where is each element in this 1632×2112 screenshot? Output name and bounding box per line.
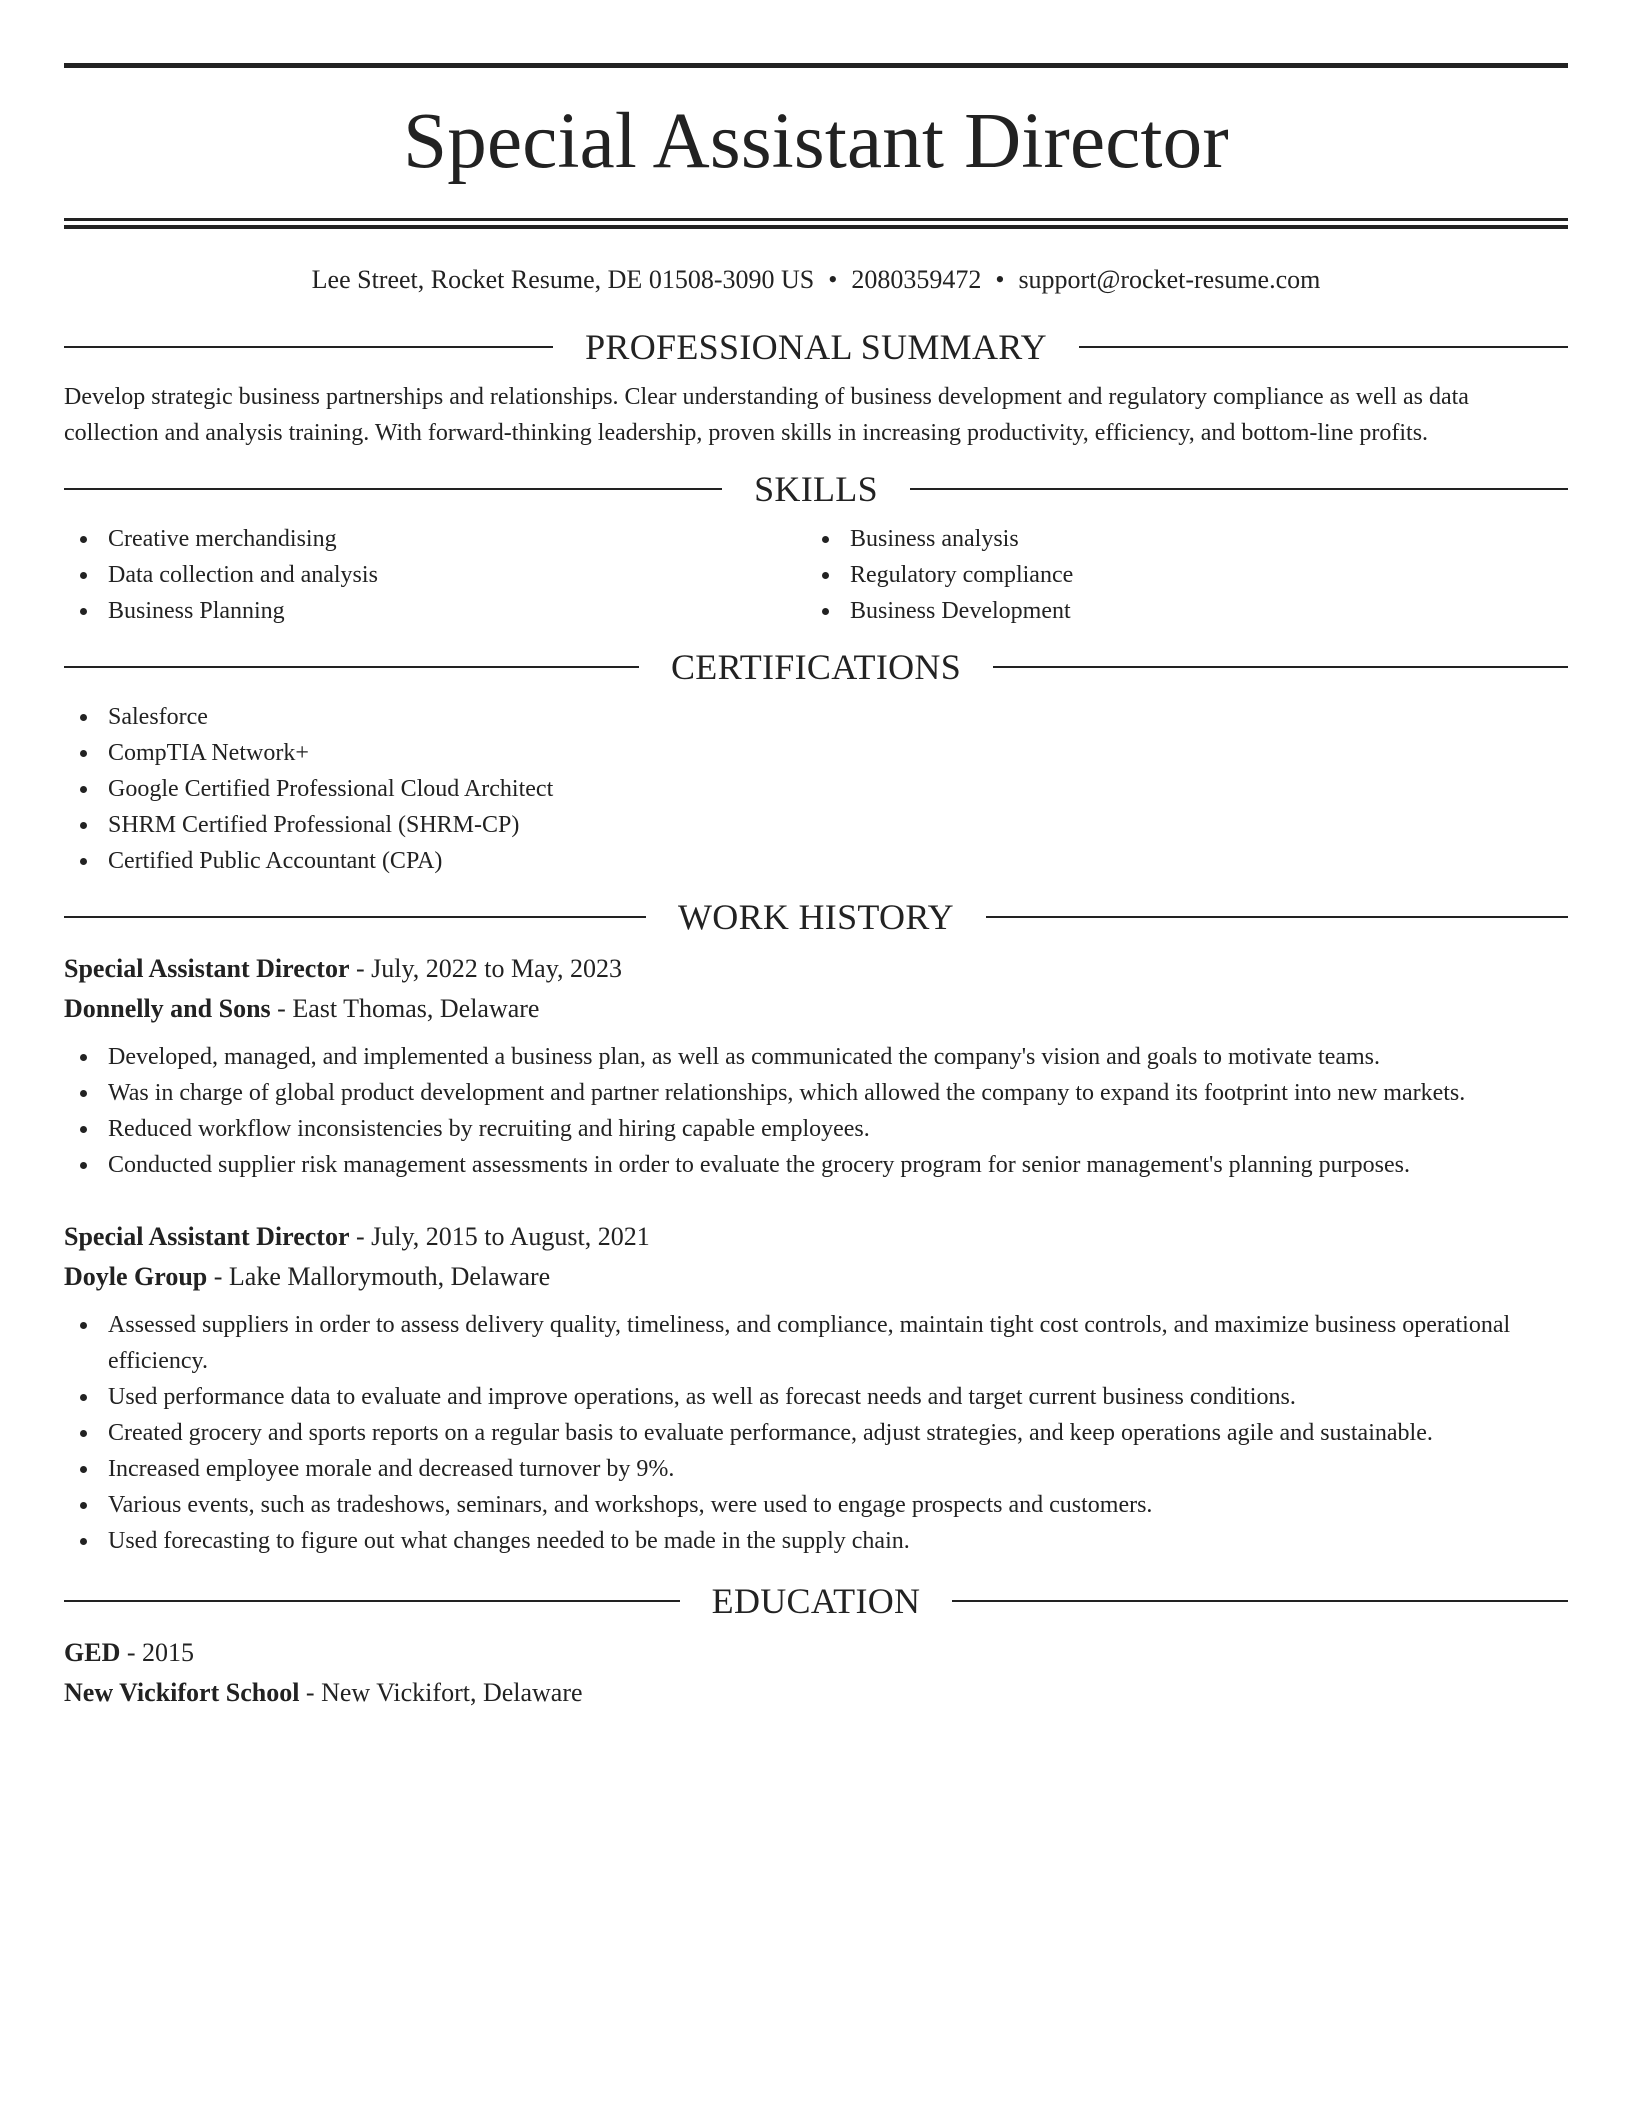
certifications-list: [64, 699, 1568, 879]
education-degree-line: [64, 1633, 1568, 1673]
contact-line: [64, 263, 1568, 297]
job-bullet: Reduced workflow inconsistencies by recruiting and hiring capable employees.: [64, 1111, 1568, 1147]
skills-list: [64, 521, 1568, 629]
job-bullet: Created grocery and sports reports on a regular basis to evaluate performance, adjust strategies, and keep operations agile and sustainable.: [64, 1415, 1568, 1451]
job-title: Special Assistant Director: [64, 1222, 350, 1251]
education-entry: [64, 1633, 1568, 1713]
job-bullet: Developed, managed, and implemented a business plan, as well as communicated the company's vision and goals to motivate teams.: [64, 1039, 1568, 1075]
summary-text: Develop strategic business partnerships and relationships. Clear understanding of business development and regulatory compliance as well as data collection and analysis training. With forward-thinking leadership, proven skills in increasing productivity, efficiency, and bottom-line profits.: [64, 384, 1469, 446]
job-bullets: [64, 1039, 1568, 1183]
education-school: New Vickifort School: [64, 1678, 300, 1707]
job-bullet: Assessed suppliers in order to assess delivery quality, timeliness, and compliance, maintain tight cost controls, and maximize business operational efficiency.: [64, 1307, 1568, 1379]
job-bullet: Increased employee morale and decreased turnover by 9%.: [64, 1451, 1568, 1487]
section-header-certifications: [64, 645, 1568, 689]
contact-address: Lee Street, Rocket Resume, DE 01508-3090 US: [311, 265, 815, 294]
section-title-work-history: WORK HISTORY: [678, 897, 954, 937]
section-header-education: [64, 1579, 1568, 1623]
divider-line: [993, 666, 1568, 668]
divider-line: [64, 916, 646, 918]
job-company-line: [64, 989, 1568, 1029]
divider-line: [1079, 346, 1568, 348]
job-bullets: [64, 1307, 1568, 1559]
education-location: - New Vickifort, Delaware: [299, 1678, 583, 1707]
divider-line: [952, 1600, 1568, 1602]
divider-line: [64, 1600, 680, 1602]
contact-separator: •: [828, 265, 838, 294]
job-location: - Lake Mallorymouth, Delaware: [207, 1262, 551, 1291]
divider-line: [64, 488, 722, 490]
contact-phone: 2080359472: [851, 265, 982, 294]
section-header-skills: [64, 467, 1568, 511]
job-company-line: [64, 1257, 1568, 1297]
job-bullet: Used performance data to evaluate and improve operations, as well as forecast needs and target current business conditions.: [64, 1379, 1568, 1415]
contact-email: support@rocket-resume.com: [1018, 265, 1321, 294]
section-header-summary: [64, 325, 1568, 369]
job-location: - East Thomas, Delaware: [270, 994, 540, 1023]
top-rule: [64, 63, 1568, 68]
education-school-line: [64, 1673, 1568, 1713]
job-entry: [64, 1217, 1568, 1559]
job-title: Special Assistant Director: [64, 954, 350, 983]
section-title-summary: PROFESSIONAL SUMMARY: [585, 327, 1047, 367]
certification-item: Salesforce: [64, 699, 1568, 735]
section-title-skills: SKILLS: [754, 469, 878, 509]
divider-line: [64, 666, 639, 668]
skill-item: Data collection and analysis: [64, 557, 806, 593]
job-entry: [64, 949, 1568, 1183]
certification-item: CompTIA Network+: [64, 735, 1568, 771]
skill-item: Creative merchandising: [64, 521, 806, 557]
section-header-work-history: [64, 895, 1568, 939]
skills-column-left: [64, 521, 806, 629]
divider-line: [64, 346, 553, 348]
job-bullet: Various events, such as tradeshows, seminars, and workshops, were used to engage prospects and customers.: [64, 1487, 1568, 1523]
section-title-education: EDUCATION: [711, 1581, 921, 1621]
education-degree: GED: [64, 1638, 121, 1667]
job-company: Donnelly and Sons: [64, 994, 271, 1023]
certification-item: Certified Public Accountant (CPA): [64, 843, 1568, 879]
contact-separator: •: [995, 265, 1005, 294]
job-title-line: [64, 949, 1568, 989]
section-title-certifications: CERTIFICATIONS: [670, 647, 962, 687]
skill-item: Regulatory compliance: [806, 557, 1548, 593]
resume-name: Special Assistant Director: [403, 98, 1229, 185]
divider-line: [986, 916, 1568, 918]
certification-item: Google Certified Professional Cloud Architect: [64, 771, 1568, 807]
skill-item: Business analysis: [806, 521, 1548, 557]
double-rule: [64, 218, 1568, 229]
job-bullet: Was in charge of global product development and partner relationships, which allowed the company to expand its footprint into new markets.: [64, 1075, 1568, 1111]
job-dates: - July, 2015 to August, 2021: [349, 1222, 650, 1251]
education-year: - 2015: [120, 1638, 195, 1667]
divider-line: [910, 488, 1568, 490]
job-title-line: [64, 1217, 1568, 1257]
skill-item: Business Planning: [64, 593, 806, 629]
skill-item: Business Development: [806, 593, 1548, 629]
certification-item: SHRM Certified Professional (SHRM-CP): [64, 807, 1568, 843]
job-company: Doyle Group: [64, 1262, 208, 1291]
job-bullet: Used forecasting to figure out what changes needed to be made in the supply chain.: [64, 1523, 1568, 1559]
job-bullet: Conducted supplier risk management assessments in order to evaluate the grocery program for senior management's planning purposes.: [64, 1147, 1568, 1183]
skills-column-right: [806, 521, 1548, 629]
job-dates: - July, 2022 to May, 2023: [349, 954, 623, 983]
